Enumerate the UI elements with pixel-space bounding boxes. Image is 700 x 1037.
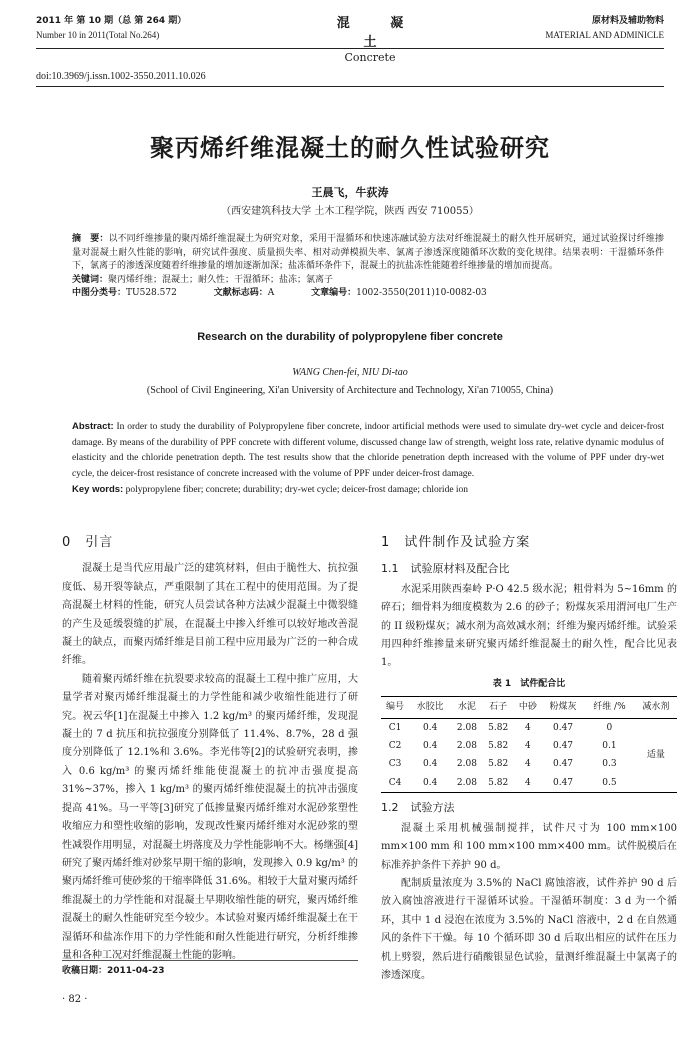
- intro-paragraph-2: 随着聚丙烯纤维在抗裂要求较高的混凝土工程中推广应用，大量学者对聚丙烯纤维混凝土的力学性能和减少收缩性能进行了研究。祝云华[1]在混凝土中掺入 1.2 kg/m³ 的聚丙烯纤维，发现混凝土的 7 d 抗压和抗拉强度分别降低了 11.4%、8.7%，28 d 强度分别降低了 12.1%和 3.6%。李光伟等[2]的试验研究表明，掺入 0.6 kg/m³ 的聚丙烯纤维能使混凝土的抗冲击强度提高 31%~37%，掺入 1 kg/m³ 的聚丙烯纤维使混凝土的抗冲击强度提高 41%。马一平等[3]研究了低掺量聚丙烯纤维对水泥砂浆塑性收缩应力和塑性收缩的影响，发现改性聚丙烯纤维对水泥砂浆的塑性减裂作用明显，对混凝土坍落度及力学性能影响不大。杨继强[4]研究了聚丙烯纤维对砂浆早期干缩的影响，发现掺入 0.9 kg/m³ 的聚丙烯纤维可使砂浆的干缩率降低 31.6%。相较于大量对聚丙烯纤维混凝土的力学性能和对混凝土早期收缩性能的研究，聚丙烯纤维混凝土的耐久性能研究至今较少。本试验对聚丙烯纤维混凝土在干湿循环和盐冻作用下的力学性能和耐久性能进行研究，分析纤维掺量和各种工况对纤维混凝土性能的影响。: [62, 673, 358, 961]
- section-0-number: 0: [62, 535, 72, 550]
- table-cell: 2.08: [456, 741, 477, 752]
- table-row: [381, 755, 677, 773]
- table-header-cell: 水胶比: [409, 697, 451, 718]
- running-header-section: [545, 14, 664, 42]
- section-1-1-title: 试验原材料及配合比: [410, 562, 510, 576]
- table-header-cell: 水泥: [451, 697, 482, 718]
- mix-proportion-table: [381, 675, 677, 793]
- table-cell: 4: [514, 774, 542, 793]
- section-1-2-heading: [381, 799, 677, 817]
- method-paragraph-2: 配制质量浓度为 3.5%的 NaCl 腐蚀溶液，试件养护 90 d 后放入腐蚀溶液进行干湿循环试验。干湿循环制度：3 d 为一个循环，其中 1 d 浸泡在浓度为 3.5%的 NaCl 溶液中，2 d 在自然通风的条件下干燥。每 10 个循环即 30 d 后取出相应的试件在压力机上劈裂，然后进行硝酸银显色试验，量测纤维混凝土中氯离子的渗透深度。: [381, 877, 677, 981]
- table-cell: 0.47: [552, 722, 574, 733]
- journal-cn: 混 凝 土: [336, 16, 422, 50]
- table-cell: 4: [525, 759, 531, 770]
- table-cell: 0.4: [409, 774, 451, 793]
- method-paragraph-1: 混凝土采用机械强制搅拌，试件尺寸为 100 mm×100 mm×100 mm 和 100 mm×100 mm×400 mm。试件脱模后在标准养护条件下养护 90 d。: [381, 822, 677, 871]
- abstract-en-label: Abstract:: [72, 421, 114, 432]
- table-cell: 0.47: [552, 759, 574, 770]
- keywords-en: [72, 482, 664, 499]
- table-row: [381, 774, 677, 793]
- article-no-label: 文章编号：: [311, 288, 357, 299]
- keywords-cn-label: 关键词：: [72, 274, 109, 285]
- clc-label: 中图分类号：: [72, 288, 127, 299]
- doi-rule: [36, 86, 664, 87]
- table-cell: C2: [388, 741, 402, 752]
- table-cell: 5.82: [488, 741, 509, 752]
- page-number: · 82 ·: [62, 994, 88, 1005]
- section-1-2-number: 1.2: [381, 801, 399, 815]
- table-cell: 2.08: [451, 774, 482, 793]
- issue-en: Number 10 in 2011(Total No.264): [36, 30, 160, 40]
- section-1-1-number: 1.1: [381, 562, 399, 576]
- table-cell: 0.1: [602, 741, 617, 752]
- table-header-cell: 石子: [483, 697, 514, 718]
- abstract-cn-text: 以不同纤维掺量的聚丙烯纤维混凝土为研究对象，采用干湿循环和快速冻融试验方法对纤维混凝土的耐久性开展研究，通过试验探讨纤维掺量对混凝土耐久性能的影响，研究试件强度、质量损失率、相对动弹模损失率、氯离子渗透深度随循环次数的变化规律。结果表明：干湿循环条件下，氯离子的渗透深度随着纤维掺量的增加逐渐加深；盐冻循环条件下，混凝土的抗盐冻性能随着纤维掺量的增加而提高。: [72, 234, 664, 272]
- materials-paragraph: 水泥采用陕西秦岭 P·O 42.5 级水泥；粗骨料为 5~16mm 的碎石；细骨料为细度模数为 2.6 的砂子；粉煤灰采用渭河电厂生产的 II 级粉煤灰；减水剂为高效减水剂；纤维为聚丙烯纤维。试验采用四种纤维掺量来研究聚丙烯纤维混凝土的耐久性，配合比见表 1。: [381, 583, 677, 669]
- table-cell: 0.3: [602, 759, 617, 770]
- abstract-en-text: In order to study the durability of Polypropylene fiber concrete, indoor artificial methods were used to simulate dry-wet cycle and deicer-frost damage. By means of the durability of PPF concrete with different volume, discussed change law of strength, weight loss rate, relative dynamic modulus of elasticity and the chloride penetration depth. The test results show that the chloride penetration depth increased with the volume of PPF under dry-wet cycle, the deicer-frost resistance of concrete increased with the volume of PPF under deicer-frost damage.: [72, 422, 664, 479]
- table-cell: 5.82: [488, 722, 509, 733]
- section-en: MATERIAL AND ADMINICLE: [545, 30, 664, 40]
- table-header-row: [381, 697, 677, 718]
- table-cell: 0.5: [584, 774, 635, 793]
- header-rule: [36, 48, 664, 49]
- table-cell: 4: [525, 741, 531, 752]
- doi: doi:10.3969/j.issn.1002-3550.2011.10.026: [36, 71, 206, 82]
- table-row: [381, 718, 677, 737]
- section-0-heading: [62, 534, 358, 552]
- intro-paragraph-1: 混凝土是当代应用最广泛的建筑材料，但由于脆性大、抗拉强度低、易开裂等缺点，严重限制了其在工程中的使用范围。为了提高混凝土材料的性能，研究人员尝试各种方法减少混凝土中微裂缝的产生及延缓裂缝的扩展，在混凝土中掺入纤维可以较好地改善混凝土的缺点，而聚丙烯纤维是目前工程中应用最为广泛的一种合成纤维。: [62, 563, 358, 667]
- english-authors: WANG Chen-fei, NIU Di-tao: [292, 367, 408, 378]
- table-header-cell: 粉煤灰: [542, 697, 584, 718]
- section-1-number: 1: [381, 535, 391, 550]
- classification-line: [72, 287, 664, 301]
- paper-title: 聚丙烯纤维混凝土的耐久性试验研究: [150, 134, 550, 162]
- received-rule: [62, 960, 358, 961]
- section-1-title: 试件制作及试验方案: [404, 535, 531, 550]
- english-affiliation: (School of Civil Engineering, Xi'an University of Architecture and Technology, Xi'an 710055, China): [146, 385, 554, 396]
- table-cell-merged: 适量: [635, 718, 677, 793]
- running-header-journal: [300, 12, 440, 66]
- abstract-en: [72, 419, 664, 499]
- section-cn: 原材料及辅助物料: [591, 16, 664, 26]
- table-cell: C3: [388, 759, 402, 770]
- left-column: [62, 534, 358, 965]
- issue-cn: 2011 年 第 10 期（总 第 264 期）: [36, 16, 187, 26]
- keywords-en-text: polypropylene fiber; concrete; durability; dry-wet cycle; deicer-frost damage; chloride ion: [125, 485, 469, 495]
- keywords-cn-text: 聚丙烯纤维；混凝土；耐久性；干湿循环；盐冻；氯离子: [108, 274, 334, 285]
- table-cell: 0.4: [423, 722, 438, 733]
- keywords-en-label: Key words:: [72, 484, 124, 495]
- table-cell: 0.4: [423, 741, 438, 752]
- abstract-cn-body: [72, 233, 664, 274]
- table-cell: 5.82: [488, 759, 509, 770]
- table-header-cell: 编号: [381, 697, 409, 718]
- clc-value: TU528.572: [126, 288, 177, 299]
- table-cell: 4: [525, 722, 531, 733]
- article-no-value: 1002-3550(2011)10-0082-03: [356, 288, 487, 299]
- keywords-cn: [72, 274, 664, 288]
- table-cell: 0.47: [542, 774, 584, 793]
- table-row: [381, 737, 677, 755]
- table-cell: 5.82: [483, 774, 514, 793]
- section-1-heading: [381, 534, 677, 552]
- english-title: Research on the durability of polypropylene fiber concrete: [197, 331, 503, 343]
- table-header-cell: 中砂: [514, 697, 542, 718]
- table-caption: 表 1 试件配合比: [492, 678, 566, 689]
- doc-code-value: A: [267, 288, 275, 299]
- abstract-cn: [72, 233, 664, 301]
- table-cell: 0.4: [423, 759, 438, 770]
- authors: 王晨飞，牛荻涛: [311, 186, 389, 199]
- section-1-1-heading: [381, 560, 677, 578]
- received-date: 收稿日期：2011-04-23: [62, 966, 165, 976]
- section-0-title: 引言: [85, 535, 114, 550]
- abstract-en-body: [72, 419, 664, 482]
- table-cell: 0: [606, 722, 613, 733]
- doc-code-label: 文献标志码：: [213, 288, 268, 299]
- abstract-cn-label: 摘 要：: [72, 234, 109, 244]
- right-column: [381, 534, 677, 985]
- section-1-2-title: 试验方法: [410, 801, 455, 815]
- running-header-issue: [36, 14, 186, 42]
- table-cell: C4: [381, 774, 409, 793]
- table-cell: 0.47: [552, 741, 574, 752]
- affiliation: （西安建筑科技大学 土木工程学院，陕西 西安 710055）: [221, 206, 479, 217]
- table-header-cell: 减水剂: [635, 697, 677, 718]
- journal-en: Concrete: [344, 51, 396, 64]
- table-cell: 2.08: [456, 759, 477, 770]
- table-header-cell: 纤维 /%: [584, 697, 635, 718]
- table-cell: C1: [388, 722, 402, 733]
- table-cell: 2.08: [456, 722, 477, 733]
